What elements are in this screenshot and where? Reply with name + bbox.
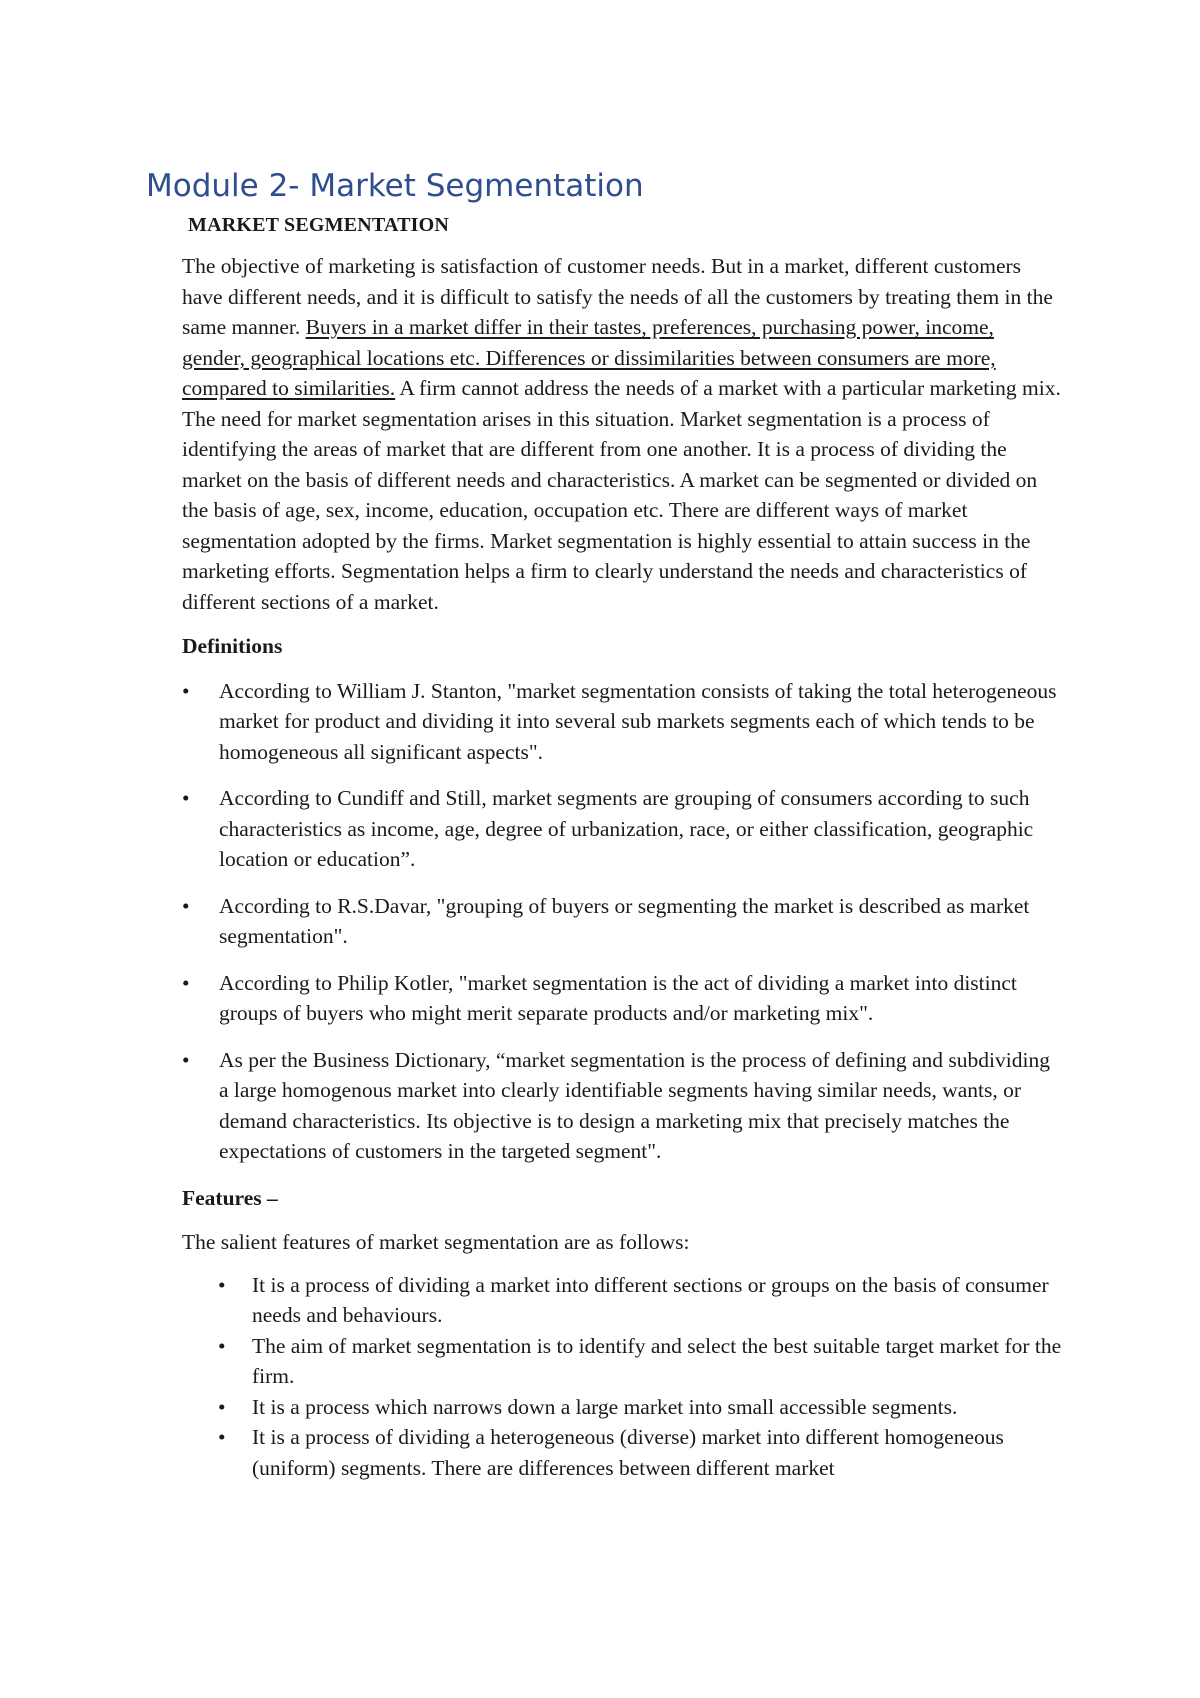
- intro-paragraph: [182, 251, 1062, 617]
- feature-text: It is a process of dividing a market into different sections or groups on the basis of consumer needs and behaviours.: [252, 1272, 1049, 1327]
- features-intro: The salient features of market segmentation are as follows:: [182, 1230, 690, 1254]
- intro-text-part1: The objective of marketing is satisfaction of customer needs. But in a market, different customers have different needs, and it is difficult to satisfy the needs of all the customers by treating them in the same manner.: [182, 254, 1053, 339]
- features-heading: Features –: [182, 1185, 278, 1210]
- feature-text: The aim of market segmentation is to identify and select the best suitable target market for the firm.: [252, 1333, 1062, 1388]
- definition-item: [182, 783, 1062, 875]
- bullet-icon: •: [182, 970, 190, 995]
- bullet-icon: •: [182, 1047, 190, 1072]
- bullet-icon: •: [218, 1333, 226, 1358]
- definition-text: As per the Business Dictionary, “market segmentation is the process of defining and subdividing a large homogenous market into clearly identifiable segments having similar needs, wants, or demand characteristics. Its objective is to design a marketing mix that precisely matches the expectations of customers in the targeted segment".: [219, 1047, 1050, 1163]
- definition-text: According to R.S.Davar, "grouping of buyers or segmenting the market is described as market segmentation".: [219, 893, 1030, 948]
- feature-item: [218, 1331, 1062, 1392]
- feature-item: [218, 1392, 1062, 1423]
- bullet-icon: •: [218, 1394, 226, 1419]
- bullet-icon: •: [218, 1272, 226, 1297]
- intro-text-part2: A firm cannot address the needs of a market with a particular marketing mix. The need for market segmentation arises in this situation. Market segmentation is a process of identifying the areas of market that are different from one another. It is a process of dividing the market on the basis of different needs and characteristics. A market can be segmented or divided on the basis of age, sex, income, education, occupation etc. There are different ways of market segmentation adopted by the firms. Market segmentation is highly essential to attain success in the marketing efforts. Segmentation helps a firm to clearly understand the needs and characteristics of different sections of a market.: [182, 376, 1061, 614]
- bullet-icon: •: [182, 786, 190, 810]
- definition-text: According to Philip Kotler, "market segmentation is the act of dividing a market into distinct groups of buyers who might merit separate products and/or marketing mix".: [219, 970, 1017, 1025]
- bullet-icon: •: [182, 678, 190, 703]
- definition-item: [182, 891, 1062, 952]
- module-title: Module 2- Market Segmentation: [146, 168, 644, 204]
- feature-item: [218, 1270, 1062, 1331]
- definitions-heading: Definitions: [182, 634, 283, 658]
- feature-text: It is a process which narrows down a large market into small accessible segments.: [252, 1394, 958, 1419]
- definitions-list: [182, 676, 1062, 1167]
- definition-text: According to William J. Stanton, "market segmentation consists of taking the total heterogeneous market for product and dividing it into several sub markets segments each of which tends to be homogeneous all significant aspects".: [219, 678, 1057, 764]
- bullet-icon: •: [218, 1425, 226, 1449]
- bullet-icon: •: [182, 893, 190, 918]
- definition-item: [182, 676, 1062, 768]
- feature-text: It is a process of dividing a heterogeneous (diverse) market into different homogeneous (uniform) segments. There are differences between different market: [252, 1425, 1004, 1480]
- feature-item: [218, 1422, 1062, 1483]
- definition-item: [182, 968, 1062, 1029]
- definition-item: [182, 1045, 1062, 1167]
- intro-underlined-text: Buyers in a market differ in their tastes, preferences, purchasing power, income, gender, geographical locations etc. Differences or dissimilarities between consumers are more, compared to similarities.: [182, 315, 996, 400]
- features-list: [218, 1270, 1062, 1484]
- definition-text: According to Cundiff and Still, market segments are grouping of consumers according to such characteristics as income, age, degree of urbanization, race, or either classification, geographic location or education”.: [219, 786, 1034, 871]
- document-body: [182, 166, 1062, 1483]
- section-heading: MARKET SEGMENTATION: [188, 214, 450, 236]
